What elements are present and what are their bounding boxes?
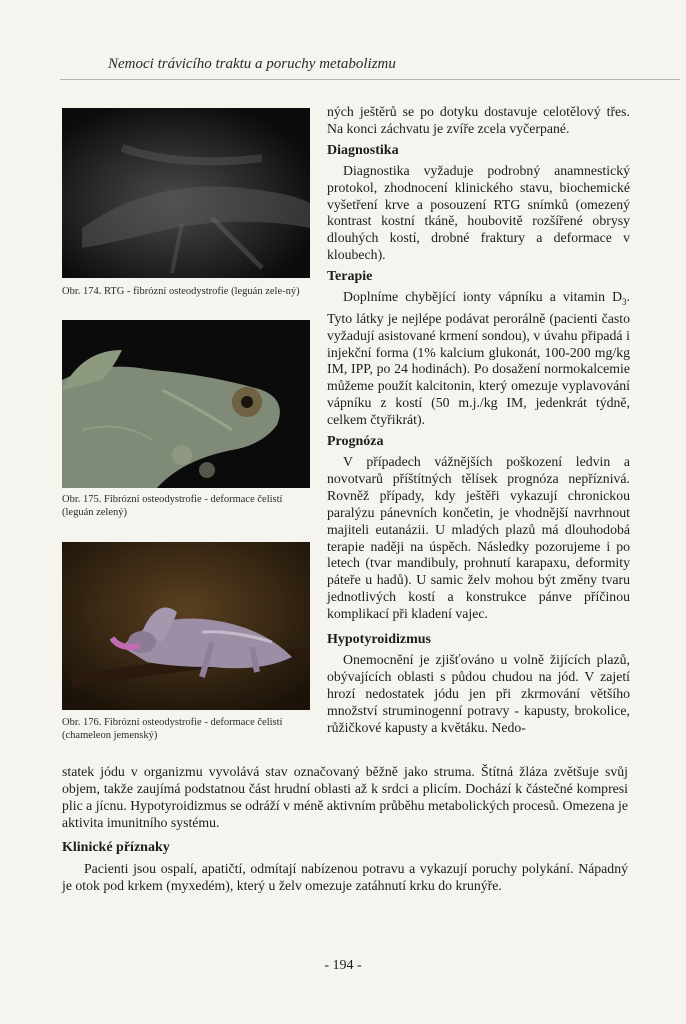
terapie-paragraph: Doplníme chybějící ionty vápníku a vitamin $D_3$. Tyto látky je nejlépe podávat perorálně (pacienti často vyžadují asistované krmení sondou), v úvahu připadá i injekční forma (1% kalcium glukonát, 100-200 mg/kg IM, IPP, po 24 hodinách). Po dosažení normokalcemie můžeme použít kalcitonin, který omezuje vyplavování vápníku z kostí (50 m.j./kg IM, jedenkrát týdně, celkem čtyřikrát). xyxy=(327,289,630,428)
terapie-heading: Terapie xyxy=(327,269,373,285)
hypotyroidizmus-continued: statek jódu v organizmu vyvolává stav označovaný běžně jako struma. Štítná žláza zvětšuje svůj objem, takže zaujímá podstatnou část hrudní oblasti až k srdci a plicím. Dochází k částečné kompresi plic a jícnu. Hypotyroidizmus se odráží v méně aktivním průběhu metabolických procesů. Omezena je aktivita imunitního systému. xyxy=(62,764,628,830)
figure-174-caption: Obr. 174. RTG - fibrózní osteodystrofie (leguán zele-ný) xyxy=(62,286,300,297)
hypotyroidizmus-paragraph: Onemocnění je zjišťováno u volně žijících plazů, obývajících oblasti s půdou chudou na jód. V zajetí hrozí nedostatek jódu jen při zkrmování většího množství struminogenní potravy - kapusty, brokolice, růžičkové kapusty a květáku. Nedo- xyxy=(327,651,630,735)
header-rule xyxy=(60,79,680,80)
figure-176-chameleon-image xyxy=(62,542,310,710)
klinicke-priznaky-paragraph: Pacienti jsou ospalí, apatičtí, odmítají nabízenou potravu a vykazují poruchy polykání. Nápadný je otok pod krkem (myxedém), který u želv omezuje zatáhnutí krku do krunýře. xyxy=(62,861,628,893)
hypotyroidizmus-heading: Hypotyroidizmus xyxy=(327,632,431,648)
diagnostika-heading: Diagnostika xyxy=(327,142,399,158)
diagnostika-paragraph: Diagnostika vyžaduje podrobný anamnestický protokol, zhodnocení klinického stavu, biochemické vyšetření krve a posouzení RTG snímků (omezený kontrast kostní tkáně, houbovitě rozšířené obrysy dlouhých kostí, drobné fraktury a deformace v kloubech). xyxy=(327,162,630,263)
intro-paragraph: ných ještěrů se po dotyku dostavuje celotělový třes. Na konci záchvatu je zvíře zcela vyčerpané. xyxy=(327,104,630,136)
full-width-text xyxy=(62,763,628,894)
figure-174-xray-image xyxy=(62,108,310,278)
prognoza-heading: Prognóza xyxy=(327,434,384,450)
figure-176-caption: Obr. 176. Fibrózní osteodystrofie - deformace čelistí (chameleon jemenský) xyxy=(62,717,283,741)
prognoza-paragraph: V případech vážnějších poškození ledvin a novotvarů příštítných tělísek prognóza nepříznivá. Rovněž případy, kdy ještěři vykazují chronickou paralýzu pánevních končetin, je vhodnější navrhnout majiteli eutanázii. U mladých plazů má dlouhodobá terapie naději na úspěch. Následky pozorujeme i po letech (tvar mandibuly, prohnutí karapaxu, deformity páteře u hadů). U samic želv mohou být změny tvaru jednotlivých kostí a konstrukce pánve příčinou komplikací při kladení vajec. xyxy=(327,453,630,622)
figure-175-caption: Obr. 175. Fibrózní osteodystrofie - deformace čelistí (leguán zelený) xyxy=(62,494,283,518)
running-title: Nemoci trávicího traktu a poruchy metabolizmu xyxy=(108,56,396,72)
page-number: - 194 - xyxy=(324,958,362,973)
klinicke-priznaky-heading: Klinické příznaky xyxy=(62,840,170,855)
right-column-text xyxy=(327,104,630,736)
figure-175-iguana-image xyxy=(62,320,310,488)
